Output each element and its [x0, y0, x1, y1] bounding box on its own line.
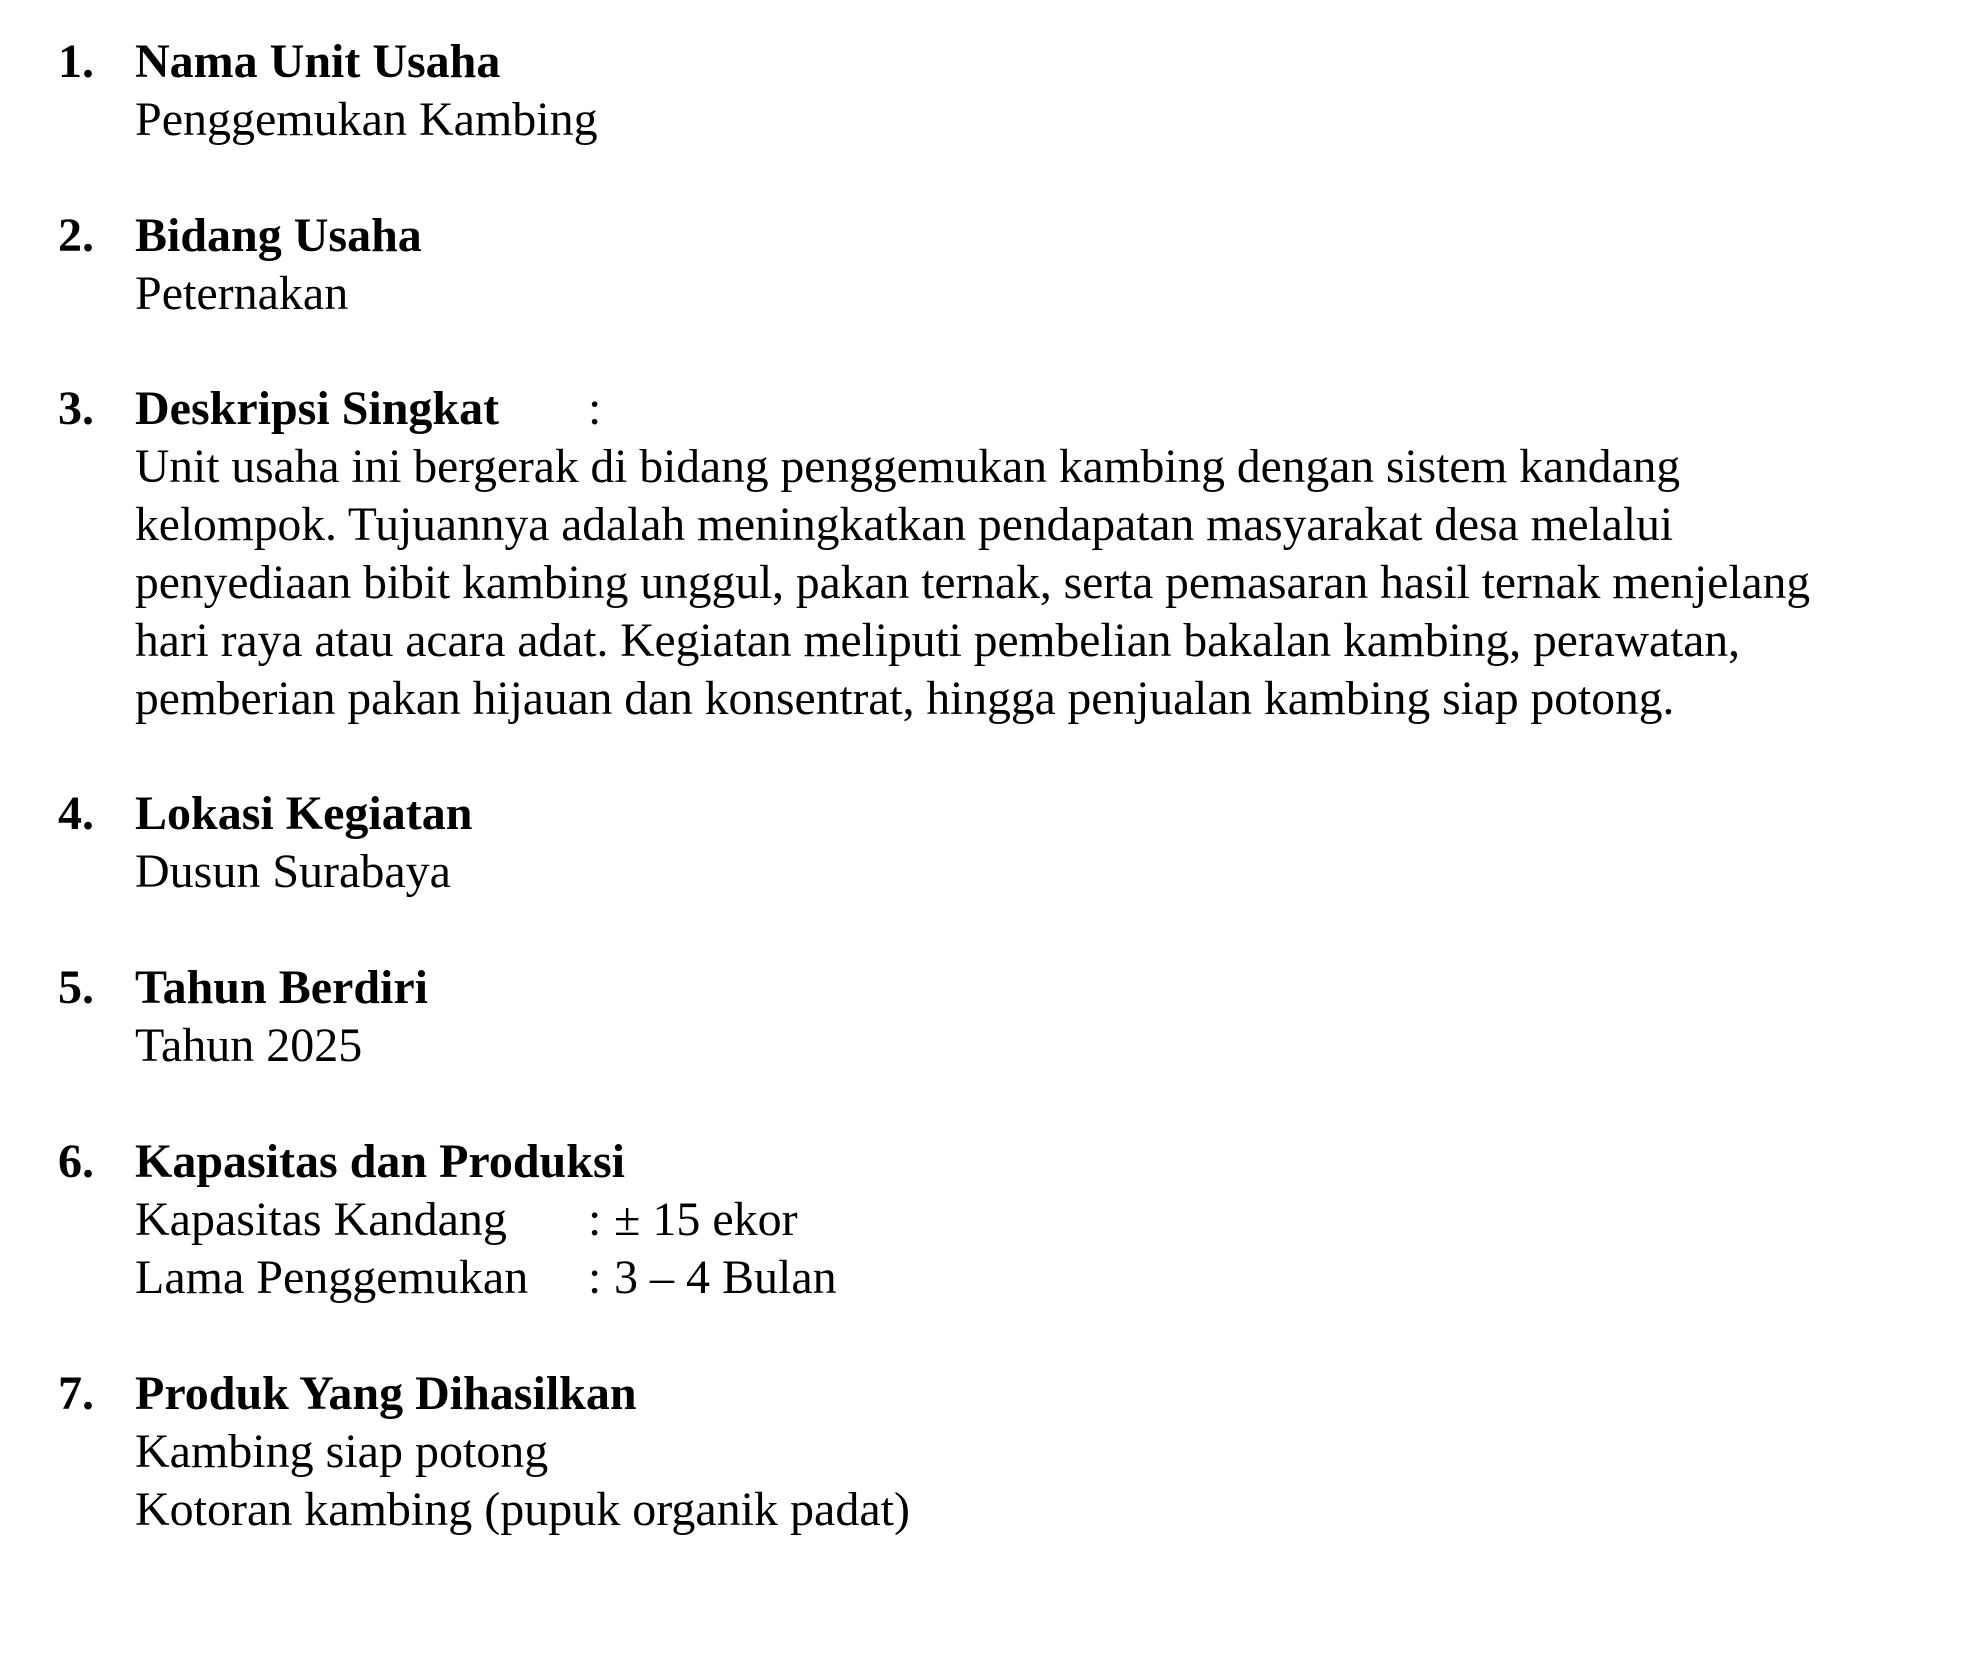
section-value: Peternakan — [135, 267, 349, 320]
section-number: 7. — [58, 1367, 94, 1420]
paragraph-line: hari raya atau acara adat. Kegiatan meliputi pembelian bakalan kambing, perawatan, — [135, 615, 1741, 667]
paragraph-line: pemberian pakan hijauan dan konsentrat, hingga penjualan kambing siap potong. — [135, 673, 1675, 725]
section-heading: Lokasi Kegiatan — [135, 787, 473, 840]
section-value: Dusun Surabaya — [135, 845, 451, 898]
section-value: Tahun 2025 — [135, 1019, 363, 1072]
section-number: 2. — [58, 209, 94, 262]
paragraph-line: penyediaan bibit kambing unggul, pakan ternak, serta pemasaran hasil ternak menjelang — [135, 557, 1811, 609]
description-paragraph — [135, 438, 1935, 728]
section-number: 5. — [58, 961, 94, 1014]
section-number: 3. — [58, 382, 94, 435]
duration-colon: : — [588, 1251, 602, 1304]
product-item: Kambing siap potong — [135, 1425, 549, 1478]
section-number: 6. — [58, 1135, 94, 1188]
paragraph-line: Unit usaha ini bergerak di bidang penggemukan kambing dengan sistem kandang — [135, 441, 1681, 493]
heading-colon: : — [588, 382, 602, 435]
section-heading: Nama Unit Usaha — [135, 35, 501, 88]
section-value: Penggemukan Kambing — [135, 93, 598, 146]
paragraph-line: kelompok. Tujuannya adalah meningkatkan pendapatan masyarakat desa melalui — [135, 499, 1674, 551]
section-heading: Bidang Usaha — [135, 209, 422, 262]
section-heading: Deskripsi Singkat — [135, 382, 500, 435]
product-item: Kotoran kambing (pupuk organik padat) — [135, 1483, 910, 1536]
capacity-colon: : — [588, 1193, 602, 1246]
capacity-label: Kapasitas Kandang — [135, 1193, 507, 1246]
section-heading: Kapasitas dan Produksi — [135, 1135, 625, 1188]
duration-value: 3 – 4 Bulan — [614, 1251, 837, 1304]
duration-label: Lama Penggemukan — [135, 1251, 529, 1304]
section-number: 1. — [58, 35, 94, 88]
section-number: 4. — [58, 787, 94, 840]
capacity-value: ± 15 ekor — [614, 1193, 798, 1246]
section-heading: Tahun Berdiri — [135, 961, 428, 1014]
section-heading: Produk Yang Dihasilkan — [135, 1367, 637, 1420]
